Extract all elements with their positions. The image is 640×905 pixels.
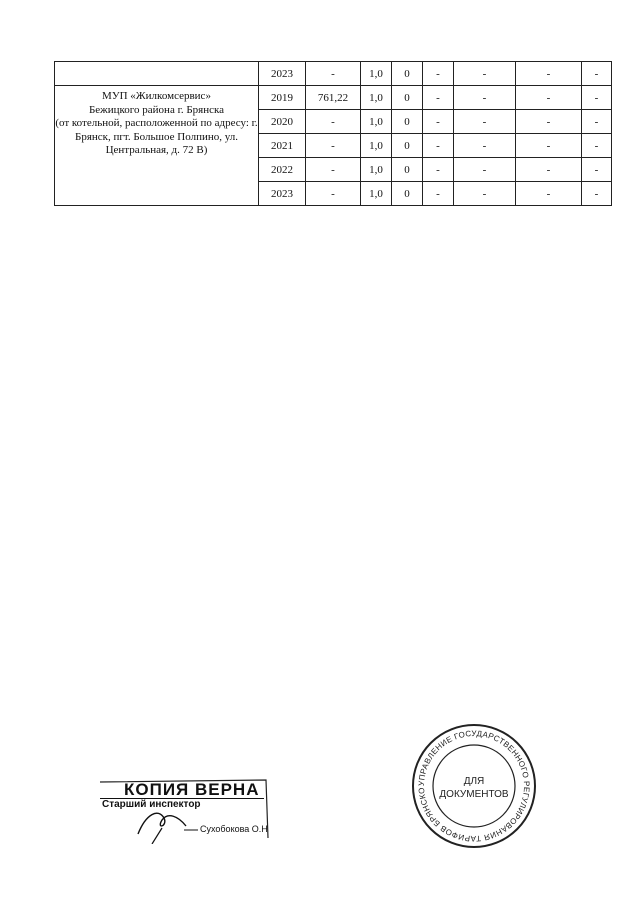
seal-icon <box>410 722 538 850</box>
table-cell: - <box>306 182 361 206</box>
table-cell: - <box>423 158 454 182</box>
seal-center-bottom: ДОКУМЕНТОВ <box>439 789 509 800</box>
table-cell: 2022 <box>259 158 306 182</box>
table-cell: - <box>306 134 361 158</box>
seal-center-top: ДЛЯ <box>463 776 485 787</box>
table-cell: 0 <box>392 110 423 134</box>
org-line: Бежицкого района г. Брянска <box>88 103 225 116</box>
org-line: Брянск, пгт. Большое Полпино, ул. <box>75 130 238 143</box>
table-cell: - <box>516 134 582 158</box>
table-cell: 2023 <box>259 62 306 86</box>
table-cell: 2020 <box>259 110 306 134</box>
table-cell: 1,0 <box>361 86 392 110</box>
org-cell-prev <box>55 62 259 86</box>
table-cell: 1,0 <box>361 62 392 86</box>
copy-certified-stamp <box>98 778 270 844</box>
table-cell: - <box>516 86 582 110</box>
table-cell: - <box>454 134 516 158</box>
table-cell: - <box>582 182 612 206</box>
org-cell <box>55 86 259 206</box>
table-cell: - <box>454 158 516 182</box>
table-cell: - <box>454 62 516 86</box>
copy-stamp-rank: Старший инспектор <box>102 799 201 810</box>
table-cell: - <box>423 134 454 158</box>
signature-icon <box>138 813 186 834</box>
table-cell: 1,0 <box>361 158 392 182</box>
copy-stamp-title: КОПИЯ ВЕРНА <box>124 780 260 799</box>
table-cell: - <box>582 86 612 110</box>
table-cell: 1,0 <box>361 182 392 206</box>
org-line: МУП «Жилкомсервис» <box>102 90 211 102</box>
table-cell: 0 <box>392 86 423 110</box>
table-cell: - <box>516 158 582 182</box>
table-cell: - <box>306 62 361 86</box>
table-cell: - <box>516 110 582 134</box>
table-cell: 2021 <box>259 134 306 158</box>
table-cell: 761,22 <box>306 86 361 110</box>
table-cell: - <box>582 62 612 86</box>
table-cell: 0 <box>392 182 423 206</box>
table-cell: - <box>454 110 516 134</box>
org-line: (от котельной, расположенной по адресу: г. <box>55 117 258 129</box>
seal-ring-text: УПРАВЛЕНИЕ ГОСУДАРСТВЕННОГО РЕГУЛИРОВАНИЯ ТАРИФОВ БРЯНСКО <box>416 728 532 844</box>
table-cell: - <box>306 110 361 134</box>
table-cell: 0 <box>392 134 423 158</box>
table-row <box>55 62 612 86</box>
table-cell: - <box>423 62 454 86</box>
table-cell: - <box>582 134 612 158</box>
table-cell: 1,0 <box>361 134 392 158</box>
copy-stamp-name: Сухобокова О.Н <box>200 824 268 834</box>
table-cell: - <box>582 158 612 182</box>
tariff-table <box>54 61 612 206</box>
org-line: Центральная, д. 72 В) <box>105 144 208 156</box>
table-cell: - <box>582 110 612 134</box>
table-cell: - <box>454 86 516 110</box>
table-row <box>55 86 612 110</box>
table-cell: - <box>306 158 361 182</box>
table-cell: - <box>516 62 582 86</box>
table-cell: 2019 <box>259 86 306 110</box>
round-seal <box>410 722 538 850</box>
table-cell: - <box>423 182 454 206</box>
table-cell: 0 <box>392 62 423 86</box>
table-cell: - <box>423 110 454 134</box>
table-cell: - <box>516 182 582 206</box>
table-cell: - <box>423 86 454 110</box>
table-cell: 0 <box>392 158 423 182</box>
table-cell: 1,0 <box>361 110 392 134</box>
table-cell: 2023 <box>259 182 306 206</box>
table-cell: - <box>454 182 516 206</box>
